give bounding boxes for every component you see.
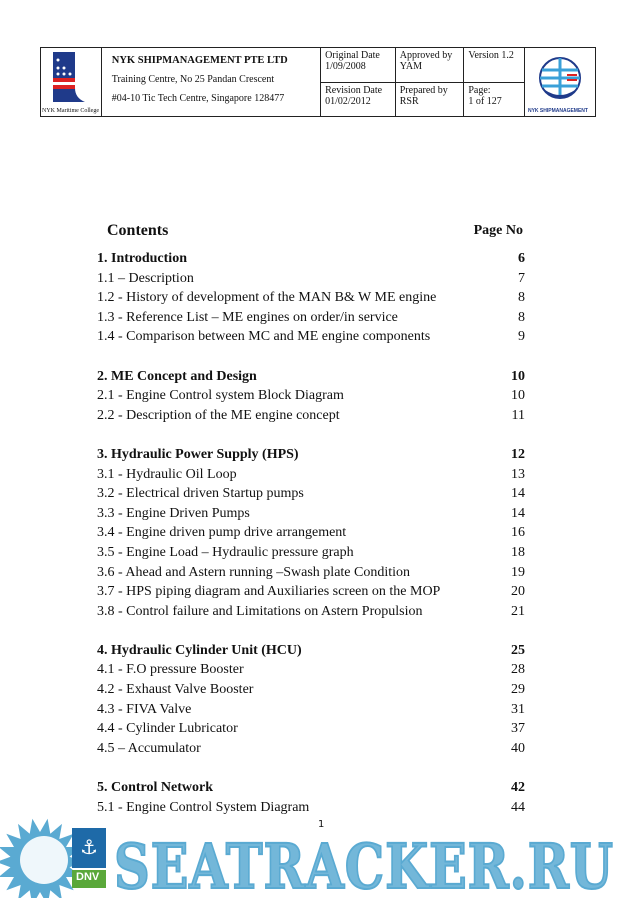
spacer [97,621,525,641]
nyk-shipmanagement-logo [524,48,595,117]
toc-entry[interactable] [97,308,525,328]
toc-entry[interactable] [97,543,525,563]
certification-starburst-icon [0,812,110,898]
toc-entry-page: 18 [511,544,525,560]
approved-by: YAM [399,61,422,72]
toc-entry-page: 11 [511,407,525,423]
spacer [97,347,525,367]
toc-entry-title: 3.1 - Hydraulic Oil Loop [97,466,237,482]
toc-entry-title: 3.5 - Engine Load – Hydraulic pressure graph [97,544,354,560]
revision-date-label: Revision Date [325,84,383,96]
toc-entry-title: 2.2 - Description of the ME engine concept [97,407,340,423]
toc-entry[interactable] [97,288,525,308]
toc-entry-title: 5.1 - Engine Control System Diagram [97,799,310,815]
toc-entry-page: 19 [511,564,525,580]
address-line-2: #04-10 Tic Tech Centre, Singapore 128477 [111,93,285,104]
page-count: 1 of 127 [468,95,502,107]
toc-entry-page: 44 [511,799,525,815]
toc-section[interactable] [97,367,525,387]
toc-entry-page: 9 [518,329,525,345]
toc-entry-page: 31 [511,701,525,717]
toc-entry[interactable] [97,504,525,524]
toc-entry-title: 2.1 - Engine Control system Block Diagram [97,388,344,404]
toc-entry-title: 4.1 - F.O pressure Booster [97,662,244,678]
toc-entry-page: 29 [511,682,525,698]
toc-entry-page: 7 [518,270,525,286]
original-date-label: Original Date [325,50,380,61]
toc-entry-title: 3.7 - HPS piping diagram and Auxiliaries screen on the MOP [97,584,441,600]
toc-entry[interactable] [97,386,525,406]
original-date: 1/09/2008 [325,61,366,72]
toc-entry-page: 8 [518,290,525,306]
toc-entry-title: 3.8 - Control failure and Limitations on Astern Propulsion [97,603,423,619]
toc-section[interactable] [97,445,525,465]
address-line-1: Training Centre, No 25 Pandan Crescent [111,74,275,85]
approved-by-label: Approved by [399,50,453,61]
toc-section[interactable] [97,641,525,661]
toc-entry-page: 28 [511,662,525,678]
toc-entry[interactable] [97,719,525,739]
watermark: SEATRACKER.RU [114,830,614,898]
version: Version 1.2 [468,50,514,61]
toc-entry-page: 10 [511,388,525,404]
page-no-label: Page No [473,223,523,238]
table-of-contents [97,249,525,817]
nyk-maritime-college-logo [41,48,102,117]
page-label: Page: [468,84,491,96]
toc-entry-title: 4.4 - Cylinder Lubricator [97,721,238,737]
toc-entry-title: 3.4 - Engine driven pump drive arrangement [97,525,347,541]
toc-entry[interactable] [97,739,525,759]
toc-entry-title: 3.6 - Ahead and Astern running –Swash plate Condition [97,564,411,580]
toc-entry-page: 37 [511,721,525,737]
toc-entry-page: 40 [511,740,525,756]
toc-entry-page: 12 [511,446,525,462]
prepared-by-label: Prepared by [399,84,448,96]
revision-date: 01/02/2012 [325,95,371,107]
prepared-by: RSR [399,95,419,107]
toc-entry-page: 14 [511,505,525,521]
svg-text:⚓: ⚓ [80,835,98,859]
toc-entry-title: 5. Control Network [97,780,214,796]
left-logo-caption: NYK Maritime College [42,108,99,114]
toc-entry-title: 1. Introduction [97,251,187,266]
toc-entry-title: 3.3 - Engine Driven Pumps [97,505,250,521]
toc-entry[interactable] [97,406,525,426]
toc-entry-title: 2. ME Concept and Design [97,368,257,384]
toc-entry-title: 3. Hydraulic Power Supply (HPS) [97,446,299,462]
toc-entry-page: 10 [511,368,525,384]
toc-entry[interactable] [97,602,525,622]
toc-entry-title: 4.2 - Exhaust Valve Booster [97,682,254,698]
toc-entry-page: 20 [511,584,525,600]
toc-entry[interactable] [97,563,525,583]
contents-heading-row [107,222,523,240]
toc-entry-title: 1.3 - Reference List – ME engines on order/in service [97,309,398,325]
spacer [97,758,525,778]
flag-shield-icon [41,48,89,108]
toc-entry[interactable] [97,327,525,347]
toc-entry[interactable] [97,465,525,485]
toc-entry[interactable] [97,680,525,700]
toc-entry-page: 13 [511,466,525,482]
toc-entry[interactable] [97,660,525,680]
document-header [40,47,596,117]
toc-entry[interactable] [97,798,525,818]
toc-entry[interactable] [97,269,525,289]
toc-entry-title: 1.2 - History of development of the MAN B& W ME engine [97,290,437,306]
toc-entry-page: 16 [511,525,525,541]
toc-entry[interactable] [97,700,525,720]
toc-entry-page: 25 [511,642,525,658]
toc-entry-title: 3.2 - Electrical driven Startup pumps [97,486,304,502]
toc-entry-page: 14 [511,486,525,502]
toc-entry[interactable] [97,484,525,504]
toc-entry[interactable] [97,582,525,602]
toc-entry-title: 4.5 – Accumulator [97,740,201,756]
toc-entry-page: 42 [511,780,525,796]
toc-entry-title: 1.1 – Description [97,270,194,286]
globe-logo-icon [525,48,595,108]
spacer [97,425,525,445]
contents-title: Contents [107,222,169,239]
toc-entry-page: 8 [518,309,525,325]
dnv-badge: DNV [76,871,100,883]
toc-section[interactable] [97,778,525,798]
toc-section[interactable] [97,249,525,269]
toc-entry-title: 4. Hydraulic Cylinder Unit (HCU) [97,642,302,658]
toc-entry[interactable] [97,523,525,543]
right-logo-caption: NYK SHIPMANAGEMENT [527,108,588,114]
toc-entry-title: 1.4 - Comparison between MC and ME engine components [97,329,431,345]
company-name: NYK SHIPMANAGEMENT PTE LTD [111,55,288,66]
toc-entry-page: 21 [511,603,525,619]
toc-entry-page: 6 [518,251,525,266]
toc-entry-title: 4.3 - FIVA Valve [97,701,192,717]
page-number: 1 [318,819,325,830]
